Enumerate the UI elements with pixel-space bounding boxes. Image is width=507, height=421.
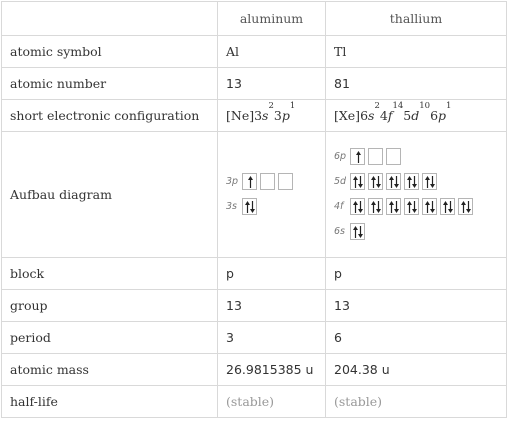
header-blank (2, 2, 218, 36)
config-electrons: 1 (446, 101, 452, 111)
al-electron-config (218, 100, 326, 132)
config-shell: 5 (403, 108, 412, 123)
spin-down-arrow-icon (376, 201, 381, 213)
orbital-box (458, 198, 473, 215)
spin-down-arrow-icon (394, 201, 399, 213)
orbital-box (278, 173, 293, 190)
orbital-box (350, 173, 365, 190)
row-atomic-mass (2, 354, 507, 386)
spin-up-arrow-icon (356, 151, 361, 163)
config-shell: 4 (379, 108, 388, 123)
config-electrons: 10 (419, 101, 431, 111)
label-atomic-symbol: atomic symbol (2, 36, 218, 68)
config-shell: 3 (273, 108, 282, 123)
orbital-box (350, 198, 365, 215)
config-electrons: 1 (289, 101, 296, 111)
orbital-label: 3p (226, 175, 239, 187)
orbital-box (404, 173, 419, 190)
row-atomic-symbol (2, 36, 507, 68)
tl-atomic-mass: 204.38 u (326, 354, 507, 386)
tl-aufbau-diagram (326, 132, 507, 258)
header-aluminum: aluminum (218, 2, 326, 36)
row-group (2, 290, 507, 322)
orbital-box (242, 173, 257, 190)
al-half-life: (stable) (218, 386, 326, 418)
config-subshell: p (281, 108, 290, 123)
orbital-box (404, 198, 419, 215)
orbital-label: 4f (334, 200, 344, 212)
tl-group: 13 (326, 290, 507, 322)
orbital-box (386, 173, 401, 190)
spin-down-arrow-icon (412, 201, 417, 213)
label-atomic-number: atomic number (2, 68, 218, 100)
orbital-row-4f (334, 197, 506, 216)
spin-down-arrow-icon (466, 201, 471, 213)
orbital-row-5d (334, 172, 506, 191)
config-subshell: d (411, 108, 420, 123)
al-period: 3 (218, 322, 326, 354)
orbital-label: 6s (334, 225, 345, 237)
tl-period: 6 (326, 322, 507, 354)
row-electron-config (2, 100, 507, 132)
config-core: [Xe] (334, 108, 361, 123)
config-shell: 3 (254, 108, 263, 123)
config-subshell: s (368, 108, 375, 123)
orbital-label: 6p (334, 150, 347, 162)
config-shell: 6 (430, 108, 439, 123)
orbital-box (386, 148, 401, 165)
tl-atomic-number: 81 (326, 68, 507, 100)
header-row (2, 2, 507, 36)
config-subshell: s (262, 108, 269, 123)
label-block: block (2, 258, 218, 290)
tl-block: p (326, 258, 507, 290)
al-group: 13 (218, 290, 326, 322)
orbital-box (386, 198, 401, 215)
spin-down-arrow-icon (376, 176, 381, 188)
config-subshell: f (387, 108, 393, 123)
orbital-box (422, 173, 437, 190)
row-atomic-number (2, 68, 507, 100)
config-shell: 6 (360, 108, 369, 123)
orbital-box (368, 173, 383, 190)
spin-down-arrow-icon (412, 176, 417, 188)
orbital-row-3s (226, 197, 325, 216)
orbital-row-6p (334, 147, 506, 166)
tl-electron-config (326, 100, 507, 132)
row-period (2, 322, 507, 354)
spin-down-arrow-icon (448, 201, 453, 213)
spin-down-arrow-icon (358, 201, 363, 213)
row-half-life (2, 386, 507, 418)
al-atomic-mass: 26.9815385 u (218, 354, 326, 386)
label-aufbau: Aufbau diagram (2, 132, 218, 258)
config-subshell: p (438, 108, 447, 123)
al-aufbau-diagram (218, 132, 326, 258)
spin-down-arrow-icon (250, 201, 255, 213)
row-block (2, 258, 507, 290)
label-period: period (2, 322, 218, 354)
config-core: [Ne] (226, 108, 255, 123)
al-block: p (218, 258, 326, 290)
orbital-box (422, 198, 437, 215)
tl-atomic-symbol: Tl (326, 36, 507, 68)
orbital-box (368, 198, 383, 215)
orbital-box (368, 148, 383, 165)
comparison-table (1, 1, 507, 418)
orbital-label: 5d (334, 175, 347, 187)
spin-up-arrow-icon (248, 176, 253, 188)
tl-half-life: (stable) (326, 386, 507, 418)
spin-down-arrow-icon (430, 201, 435, 213)
orbital-box (440, 198, 455, 215)
spin-down-arrow-icon (358, 176, 363, 188)
label-electron-config: short electronic configuration (2, 100, 218, 132)
orbital-box (260, 173, 275, 190)
label-group: group (2, 290, 218, 322)
orbital-label: 3s (226, 200, 237, 212)
orbital-row-3p (226, 172, 325, 191)
al-atomic-number: 13 (218, 68, 326, 100)
orbital-row-6s (334, 222, 506, 241)
label-half-life: half-life (2, 386, 218, 418)
orbital-box (350, 148, 365, 165)
config-electrons: 2 (268, 101, 274, 111)
label-atomic-mass: atomic mass (2, 354, 218, 386)
spin-down-arrow-icon (358, 226, 363, 238)
spin-down-arrow-icon (394, 176, 399, 188)
orbital-box (242, 198, 257, 215)
row-aufbau (2, 132, 507, 258)
al-atomic-symbol: Al (218, 36, 326, 68)
header-thallium: thallium (326, 2, 507, 36)
config-electrons: 2 (374, 101, 380, 111)
orbital-box (350, 223, 365, 240)
config-electrons: 14 (392, 101, 404, 111)
spin-down-arrow-icon (430, 176, 435, 188)
